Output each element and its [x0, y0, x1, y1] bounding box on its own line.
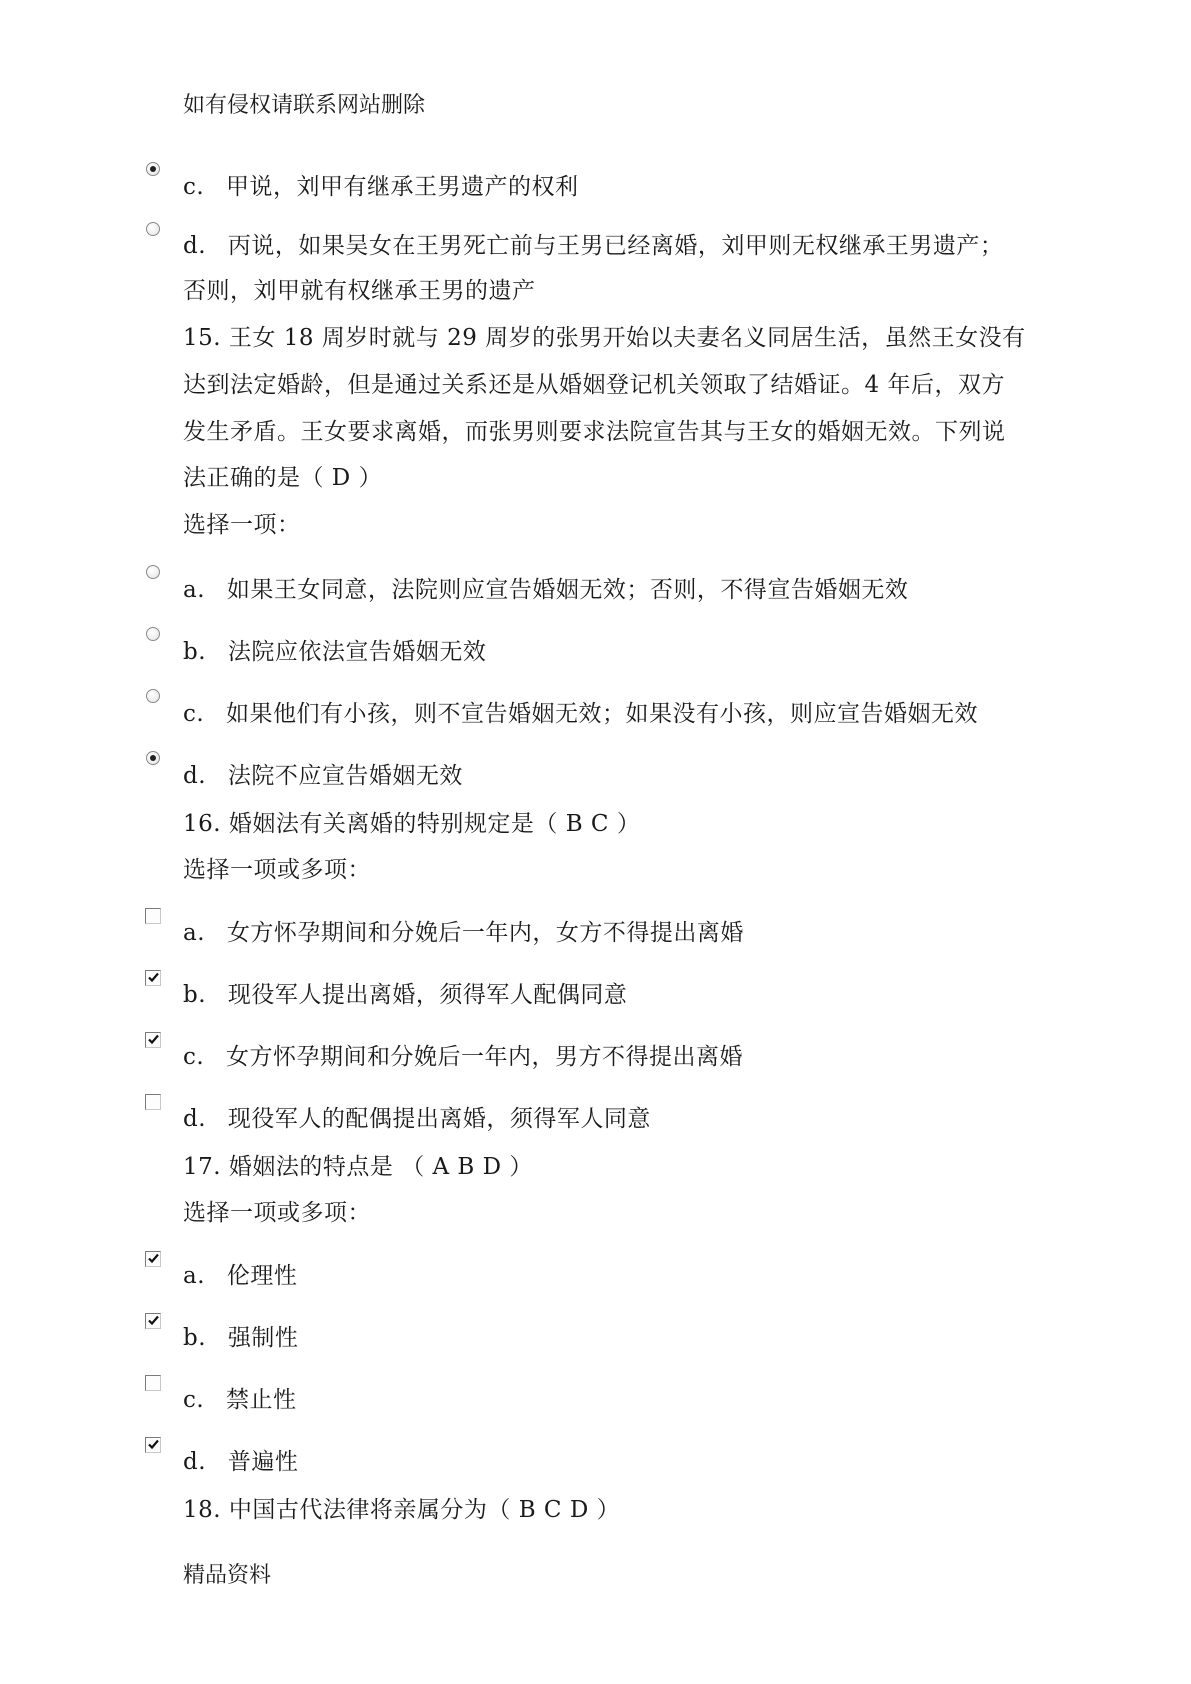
- checkbox-q17-a[interactable]: [145, 1251, 161, 1267]
- option-letter: d.: [183, 1449, 207, 1475]
- option-text: 法院不应宣告婚姻无效: [227, 763, 463, 789]
- option-text: 强制性: [227, 1325, 299, 1351]
- option-text: 法院应依法宣告婚姻无效: [227, 639, 487, 665]
- option-letter: a.: [183, 1263, 206, 1289]
- option-letter: c.: [183, 174, 205, 200]
- question-16: 16. 婚姻法有关离婚的特别规定是（ B C ）: [183, 811, 641, 837]
- radio-q14-c[interactable]: [146, 162, 160, 176]
- option-letter: c.: [183, 1044, 205, 1070]
- option-q14-d: [183, 227, 1003, 260]
- page-footer: 精品资料: [183, 1563, 272, 1588]
- question-18: 18. 中国古代法律将亲属分为（ B C D ）: [183, 1497, 621, 1523]
- page-header: 如有侵权请联系网站删除: [183, 93, 426, 118]
- option-letter: d.: [183, 1106, 207, 1132]
- option-letter: b.: [183, 1325, 207, 1351]
- question-17: 17. 婚姻法的特点是 （ A B D ）: [183, 1154, 533, 1180]
- question-15-line-3: 发生矛盾。王女要求离婚，而张男则要求法院宣告其与王女的婚姻无效。下列说: [183, 419, 1006, 445]
- checkmark-icon: [147, 1033, 160, 1046]
- option-text: 甲说，刘甲有继承王男遗产的权利: [226, 174, 579, 200]
- option-text: 现役军人提出离婚，须得军人配偶同意: [227, 982, 628, 1008]
- option-q15-c: [183, 695, 978, 728]
- checkbox-q16-a[interactable]: [145, 908, 161, 924]
- question-15-line-2: 达到法定婚龄，但是通过关系还是从婚姻登记机关领取了结婚证。4 年后，双方: [183, 372, 1005, 398]
- checkbox-q17-d[interactable]: [145, 1437, 161, 1453]
- option-q14-d-continued: 否则，刘甲就有权继承王男的遗产: [183, 278, 536, 304]
- option-q17-a: [183, 1257, 297, 1290]
- checkbox-q16-b[interactable]: [145, 970, 161, 986]
- checkbox-q17-c[interactable]: [145, 1375, 161, 1391]
- option-text: 禁止性: [226, 1387, 297, 1413]
- option-text: 如果王女同意，法院则应宣告婚姻无效；否则，不得宣告婚姻无效: [226, 577, 909, 603]
- option-q16-c: [183, 1038, 743, 1071]
- option-letter: a.: [183, 577, 206, 603]
- checkmark-icon: [147, 971, 160, 984]
- option-text: 女方怀孕期间和分娩后一年内，男方不得提出离婚: [226, 1044, 744, 1070]
- option-letter: c.: [183, 1387, 205, 1413]
- radio-q15-d[interactable]: [146, 751, 160, 765]
- question-17-instruction: 选择一项或多项：: [183, 1200, 371, 1226]
- option-q15-a: [183, 571, 908, 604]
- question-15-instruction: 选择一项：: [183, 512, 301, 538]
- option-text: 丙说，如果吴女在王男死亡前与王男已经离婚，刘甲则无权继承王男遗产；: [227, 233, 1004, 259]
- option-letter: b.: [183, 639, 207, 665]
- option-q15-b: [183, 633, 486, 666]
- checkbox-q16-c[interactable]: [145, 1032, 161, 1048]
- checkmark-icon: [147, 1252, 160, 1265]
- option-letter: a.: [183, 920, 206, 946]
- checkbox-q16-d[interactable]: [145, 1094, 161, 1110]
- radio-q15-b[interactable]: [146, 627, 160, 641]
- radio-q14-d[interactable]: [146, 222, 160, 236]
- option-q17-b: [183, 1319, 298, 1352]
- option-q17-d: [183, 1443, 298, 1476]
- checkmark-icon: [147, 1438, 160, 1451]
- option-q14-c: [183, 168, 579, 201]
- option-q16-b: [183, 976, 627, 1009]
- option-q16-d: [183, 1100, 651, 1133]
- option-q15-d: [183, 757, 463, 790]
- option-letter: b.: [183, 982, 207, 1008]
- option-text: 如果他们有小孩，则不宣告婚姻无效；如果没有小孩，则应宣告婚姻无效: [226, 701, 979, 727]
- question-15-line-4: 法正确的是（ D ）: [183, 465, 383, 491]
- question-15-line-1: 15. 王女 18 周岁时就与 29 周岁的张男开始以夫妻名义同居生活，虽然王女没有: [183, 325, 1026, 351]
- radio-q15-a[interactable]: [146, 565, 160, 579]
- option-letter: d.: [183, 233, 207, 259]
- option-letter: c.: [183, 701, 205, 727]
- option-text: 普遍性: [227, 1449, 299, 1475]
- checkmark-icon: [147, 1314, 160, 1327]
- checkbox-q17-b[interactable]: [145, 1313, 161, 1329]
- option-q17-c: [183, 1381, 297, 1414]
- option-text: 女方怀孕期间和分娩后一年内，女方不得提出离婚: [226, 920, 744, 946]
- option-text: 伦理性: [226, 1263, 298, 1289]
- option-q16-a: [183, 914, 744, 947]
- option-text: 现役军人的配偶提出离婚，须得军人同意: [227, 1106, 651, 1132]
- question-16-instruction: 选择一项或多项：: [183, 857, 371, 883]
- radio-q15-c[interactable]: [146, 689, 160, 703]
- option-letter: d.: [183, 763, 207, 789]
